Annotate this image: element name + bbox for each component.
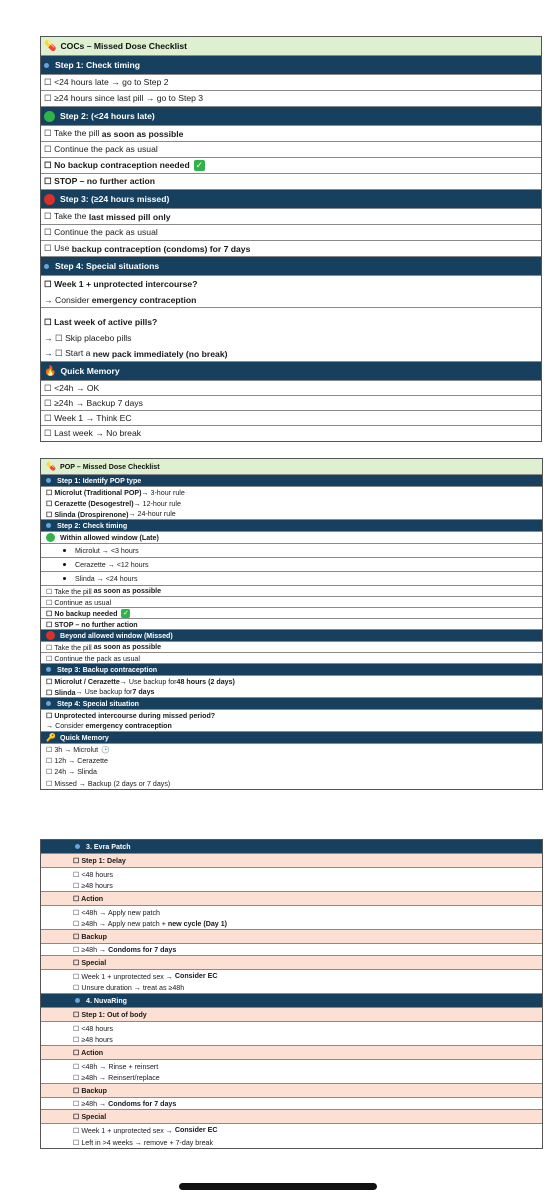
small-blue-diamond-icon	[46, 701, 51, 706]
coc-checklist-table	[40, 36, 542, 442]
within-window-row: Within allowed window (Late)	[41, 532, 542, 544]
list-item[interactable]: ☐ Left in >4 weeks → remove + 7-day break	[73, 1138, 214, 1147]
list-item[interactable]: ☐ Missed → Backup (2 days or 7 days)	[46, 779, 171, 788]
list-item[interactable]: ☐ Continue the pack as usual	[41, 225, 541, 241]
small-blue-diamond-icon	[44, 63, 49, 68]
coc-step4-header: Step 4: Special situations	[41, 257, 541, 276]
green-check-icon: ✓	[195, 160, 203, 170]
list-item[interactable]: ☐ Week 1 + unprotected sex → Consider EC	[73, 972, 218, 981]
list-item[interactable]: ☐ Continue the pack as usual	[41, 653, 542, 664]
list-item: Cerazette → <12 hours	[41, 558, 542, 572]
pop-title: POP – Missed Dose Checklist	[59, 462, 160, 471]
list-item[interactable]: ☐ <48 hours	[73, 1024, 114, 1033]
coc-step2-header: Step 2: (<24 hours late)	[41, 107, 541, 126]
small-blue-diamond-icon	[46, 478, 51, 483]
nuva-backup-subheader: ☐ Backup	[41, 1084, 542, 1098]
evra-special-subheader: ☐ Special	[41, 956, 542, 970]
clock-icon: 🕒	[101, 746, 110, 754]
list-item[interactable]: ☐ 3h → Microlut 🕒	[46, 746, 110, 754]
coc-title-row	[41, 37, 541, 56]
evra-backup-subheader: ☐ Backup	[41, 930, 542, 944]
fire-icon: 🔥	[44, 365, 57, 377]
home-indicator[interactable]	[179, 1183, 377, 1190]
list-item[interactable]: ☐ ≥24h → Backup 7 days	[41, 396, 541, 411]
small-blue-diamond-icon	[75, 998, 80, 1003]
pop-memory-header: 🔑 Quick Memory	[41, 732, 542, 744]
beyond-window-header: Beyond allowed window (Missed)	[41, 630, 542, 642]
list-item: → Consider emergency contraception	[41, 292, 541, 308]
list-item[interactable]: ☐ Microlut (Traditional POP) → 3-hour rule	[46, 488, 185, 497]
list-item[interactable]: ☐ Last week of active pills?	[44, 316, 158, 327]
pill-icon: 💊	[44, 40, 57, 52]
coc-title: COCs – Missed Dose Checklist	[60, 41, 188, 51]
list-item[interactable]: ☐ <24 hours late → go to Step 2	[41, 75, 541, 91]
pop-step1-header: Step 1: Identify POP type	[41, 475, 542, 487]
list-item[interactable]: ☐ Unprotected intercourse during missed period?	[46, 712, 216, 720]
list-item[interactable]: ☐ Take the pill as soon as possible	[41, 126, 541, 142]
list-item[interactable]: ☐ ≥48h → Condoms for 7 days	[41, 1098, 542, 1110]
list-item[interactable]: ☐ Last week → No break	[44, 428, 142, 438]
list-item[interactable]: ☐ 24h → Slinda	[46, 768, 97, 776]
list-item: → Consider emergency contraception	[41, 721, 542, 732]
list-item[interactable]: ☐ STOP – no further action	[41, 174, 541, 190]
list-item[interactable]: ☐ Unsure duration → treat as ≥48h	[41, 982, 542, 994]
coc-memory-header: 🔥 Quick Memory	[41, 362, 541, 381]
list-item[interactable]: ☐ ≥48 hours	[41, 1034, 542, 1046]
evra-header: 3. Evra Patch	[41, 840, 542, 854]
list-item[interactable]: ☐ Take the pill as soon as possible	[41, 642, 542, 653]
list-item[interactable]: ☐ ≥48h → Reinsert/replace	[41, 1072, 542, 1084]
small-blue-diamond-icon	[46, 667, 51, 672]
coc-step1-header: Step 1: Check timing	[41, 56, 541, 75]
list-item[interactable]: ☐ Week 1 + unprotected intercourse?	[44, 278, 198, 289]
list-item[interactable]: ☐ No backup contraception needed ✓	[41, 158, 541, 174]
list-item[interactable]: ☐ <48 hours	[73, 870, 114, 879]
list-item[interactable]: ☐ Use backup contraception (condoms) for 7 days	[41, 241, 541, 257]
list-item[interactable]: ☐ ≥48 hours	[41, 880, 542, 892]
list-item[interactable]: ☐ ≥48h → Condoms for 7 days	[41, 944, 542, 956]
list-item[interactable]: ☐ Continue as usual	[41, 597, 542, 608]
pop-checklist-table	[40, 458, 543, 790]
small-blue-diamond-icon	[75, 844, 80, 849]
list-item[interactable]: ☐ Cerazette (Desogestrel) → 12-hour rule	[46, 499, 181, 508]
pop-step4-header: Step 4: Special situation	[41, 698, 542, 710]
list-item[interactable]: ☐ Continue the pack as usual	[41, 142, 541, 158]
list-item[interactable]: ☐ Slinda → Use backup for 7 days	[41, 687, 542, 698]
green-check-icon: ✓	[122, 609, 129, 617]
list-item: Microlut → <3 hours	[41, 544, 542, 558]
small-blue-diamond-icon	[46, 523, 51, 528]
pop-step3-header: Step 3: Backup contraception	[41, 664, 542, 676]
pill-icon: 💊	[46, 462, 56, 471]
evra-action-subheader: ☐ Action	[41, 892, 542, 906]
list-item[interactable]: ☐ Week 1 → Think EC	[41, 411, 541, 426]
red-circle-icon	[44, 194, 55, 205]
list-item[interactable]: ☐ STOP – no further action	[41, 619, 542, 630]
small-blue-diamond-icon	[44, 264, 49, 269]
pop-title-row	[41, 459, 542, 475]
list-item[interactable]: ☐ No backup needed ✓	[41, 608, 542, 619]
patch-ring-table	[40, 839, 543, 1149]
list-item[interactable]: ☐ ≥24 hours since last pill → go to Step 3	[41, 91, 541, 107]
list-item[interactable]: → ☐ Start a new pack immediately (no break)	[41, 346, 541, 362]
nuva-special-subheader: ☐ Special	[41, 1110, 542, 1124]
coc-step3-header: Step 3: (≥24 hours missed)	[41, 190, 541, 209]
nuvaring-header: 4. NuvaRing	[41, 994, 542, 1008]
pop-step2-header: Step 2: Check timing	[41, 520, 542, 532]
list-item[interactable]: ☐ Take the last missed pill only	[41, 209, 541, 225]
green-circle-icon	[44, 111, 55, 122]
list-item[interactable]: → ☐ Skip placebo pills	[44, 332, 132, 343]
list-item[interactable]: ☐ Slinda (Drospirenone) → 24-hour rule	[41, 509, 542, 520]
list-item[interactable]: ☐ 12h → Cerazette	[46, 757, 108, 765]
evra-delay-subheader: ☐ Step 1: Delay	[41, 854, 542, 868]
key-icon: 🔑	[46, 733, 56, 742]
nuva-action-subheader: ☐ Action	[41, 1046, 542, 1060]
list-item: Slinda → <24 hours	[41, 572, 542, 586]
list-item[interactable]: ☐ Take the pill as soon as possible	[41, 586, 542, 597]
red-circle-icon	[46, 631, 55, 640]
list-item[interactable]: ☐ Microlut / Cerazette → Use backup for 48 hours (2 days)	[46, 677, 235, 686]
list-item[interactable]: ☐ Week 1 + unprotected sex → Consider EC	[73, 1126, 218, 1135]
list-item[interactable]: ☐ <48h → Apply new patch	[73, 908, 161, 917]
list-item[interactable]: ☐ ≥48h → Apply new patch + new cycle (Day 1)	[41, 918, 542, 930]
nuva-out-subheader: ☐ Step 1: Out of body	[41, 1008, 542, 1022]
list-item[interactable]: ☐ <48h → Rinse + reinsert	[73, 1062, 159, 1071]
list-item[interactable]: ☐ <24h → OK	[41, 381, 541, 396]
green-circle-icon	[46, 533, 55, 542]
